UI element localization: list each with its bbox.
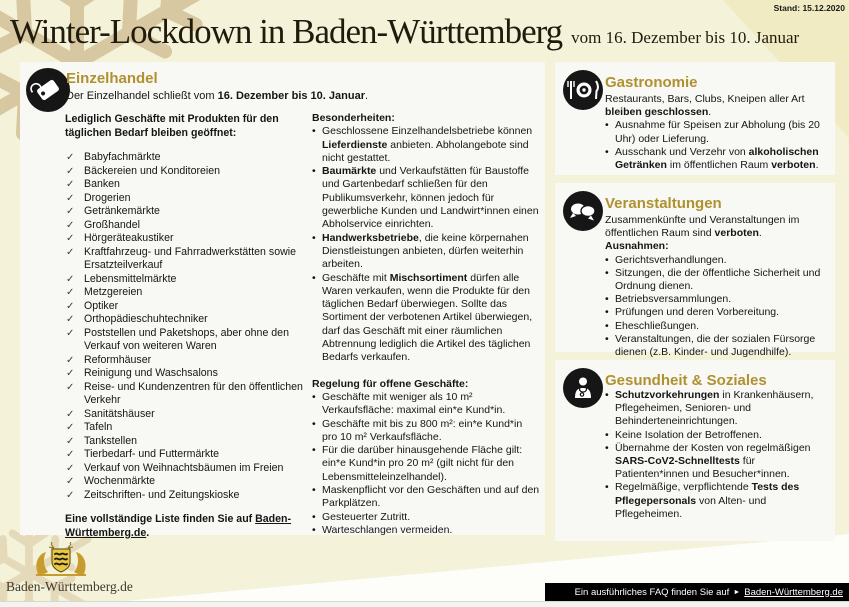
- list-item: • Geschlossene Einzelhandelsbetriebe können Lieferdienste anbieten. Abholangebote sind nicht gestattet.: [312, 125, 540, 165]
- list-item: ✓ Zeitschriften- und Zeitungskioske: [65, 489, 309, 503]
- list-item: • Übernahme der Kosten von regelmäßigen SARS-CoV2-Schnelltests für Patienten*innen und Besucher*innen.: [605, 442, 829, 482]
- list-item: • Gesteuerter Zutritt.: [312, 511, 540, 524]
- details-column: [312, 112, 540, 537]
- speech-bubbles-icon: [563, 191, 603, 231]
- list-item: • Baumärkte und Verkaufstätten für Baustoffe und Gartenbedarf schließen für den Publikumsverkehr, können jedoch für gewerbliche Kunden und Landwirt*innen einen Abholservice einrichten.: [312, 165, 540, 231]
- section-body: [605, 389, 829, 521]
- list-item: • Für die darüber hinausgehende Fläche gilt: ein*e Kund*in pro 20 m² (gilt nicht für den Lebensmitteleinzelhandel).: [312, 444, 540, 484]
- panel-gesundheit: [555, 360, 835, 541]
- section-title: Einzelhandel: [66, 70, 158, 87]
- coat-of-arms-icon: [28, 542, 94, 578]
- list-item: ✓ Reformhäuser: [65, 354, 309, 368]
- list-item: ✓ Wochenmärkte: [65, 475, 309, 489]
- list-item: ✓ Kraftfahrzeug- und Fahrradwerkstätten sowie Ersatzteilverkauf: [65, 246, 309, 273]
- column-heading: Lediglich Geschäfte mit Produkten für den täglichen Bedarf bleiben geöffnet:: [65, 113, 279, 139]
- doctor-icon: [563, 368, 603, 408]
- faq-link[interactable]: Baden-Württemberg.de: [744, 586, 843, 598]
- arrow-icon: ►: [733, 588, 741, 596]
- section-intro: Restaurants, Bars, Clubs, Kneipen aller Art bleiben geschlossen.: [605, 93, 805, 119]
- panel-veranstaltungen: [555, 183, 835, 359]
- cutlery-icon: [563, 70, 603, 110]
- list-item: ✓ Orthopädieschuhtechniker: [65, 313, 309, 327]
- open-shops-list: [65, 151, 309, 502]
- list-item: ✓ Tierbedarf- und Futtermärkte: [65, 448, 309, 462]
- veranstaltungen-list: [605, 254, 829, 360]
- full-list-note[interactable]: Eine vollständige Liste finden Sie auf Baden-Württemberg.de.: [65, 513, 292, 539]
- list-item: ✓ Metzgereien: [65, 286, 309, 300]
- list-item: ✓ Drogerien: [65, 192, 309, 206]
- list-item: • Gerichtsverhandlungen.: [605, 254, 829, 267]
- list-item: ✓ Tankstellen: [65, 435, 309, 449]
- open-shops-column: [65, 113, 309, 540]
- list-item: • Handwerksbetriebe, die keine körpernahen Dienstleistungen anbieten, dürfen weiterhin arbeiten.: [312, 232, 540, 272]
- list-item: • Geschäfte mit bis zu 800 m²: ein*e Kund*in pro 10 m² Verkaufsfläche.: [312, 418, 540, 445]
- bw-logo-text[interactable]: Baden-Württemberg.de: [6, 579, 133, 594]
- panel-gastronomie: [555, 62, 835, 175]
- regelung-list: [312, 391, 540, 537]
- price-tag-icon: [26, 68, 70, 112]
- section-body: [605, 214, 829, 359]
- list-item: • Keine Isolation der Betroffenen.: [605, 429, 829, 442]
- list-item: • Eheschließungen.: [605, 320, 829, 333]
- panel-einzelhandel: [20, 62, 545, 539]
- section-title: Gesundheit & Soziales: [605, 372, 767, 389]
- section-title: Veranstaltungen: [605, 195, 722, 212]
- status-date: Stand: 15.12.2020: [773, 3, 845, 13]
- section-body: [605, 93, 829, 172]
- list-item: ✓ Babyfachmärkte: [65, 151, 309, 165]
- list-item: • Betriebsversammlungen.: [605, 293, 829, 306]
- section-title: Gastronomie: [605, 74, 698, 91]
- faq-text: Ein ausführliches FAQ finden Sie auf: [574, 586, 730, 598]
- list-item: ✓ Tafeln: [65, 421, 309, 435]
- list-item: • Veranstaltungen, die der sozialen Fürsorge dienen (z.B. Kinder- und Jugendhilfe).: [605, 333, 829, 359]
- list-item: ✓ Poststellen und Paketshops, aber ohne den Verkauf von weiteren Waren: [65, 327, 309, 354]
- gesundheit-list: [605, 389, 829, 521]
- list-item: ✓ Hörgeräteakustiker: [65, 232, 309, 246]
- list-item: ✓ Sanitätshäuser: [65, 408, 309, 422]
- faq-bar: [545, 583, 849, 601]
- list-item: ✓ Verkauf von Weihnachtsbäumen im Freien: [65, 462, 309, 476]
- list-item: ✓ Bäckereien und Konditoreien: [65, 165, 309, 179]
- list-item: ✓ Reinigung und Waschsalons: [65, 367, 309, 381]
- list-item: ✓ Großhandel: [65, 219, 309, 233]
- section-intro: Zusammenkünfte und Veranstaltungen im öffentlichen Raum sind verboten.: [605, 214, 800, 240]
- page-title: Winter-Lockdown in Baden-Württemberg: [10, 12, 563, 51]
- list-item: • Regelmäßige, verpflichtende Tests des Pflegepersonals von Alten- und Pflegeheimen.: [605, 481, 829, 521]
- list-item: ✓ Banken: [65, 178, 309, 192]
- list-item: • Maskenpflicht vor den Geschäften und auf den Parkplätzen.: [312, 484, 540, 511]
- list-item: • Ausnahme für Speisen zur Abholung (bis 20 Uhr) oder Lieferung.: [605, 119, 829, 145]
- page-subtitle: vom 16. Dezember bis 10. Januar: [571, 28, 800, 47]
- list-item: • Sitzungen, die der öffentliche Sicherheit und Ordnung dienen.: [605, 267, 829, 293]
- list-item: • Geschäfte mit Mischsortiment dürfen alle Waren verkaufen, wenn die Produkte für den täglichen Bedarf überwiegen. Sollte das Sortiment der verbotenen Artikel überwiegen, darf das Geschäft mit einer räumlichen Abtrennung lediglich die Artikel des täglichen Bedarfs verkaufen.: [312, 272, 540, 365]
- list-item: ✓ Reise- und Kundenzentren für den öffentlichen Verkehr: [65, 381, 309, 408]
- column-heading: Regelung für offene Geschäfte:: [312, 377, 469, 390]
- gastronomie-list: [605, 119, 829, 172]
- list-item: ✓ Optiker: [65, 300, 309, 314]
- besonderheiten-list: [312, 125, 540, 364]
- list-item: ✓ Getränkemärkte: [65, 205, 309, 219]
- bw-logo[interactable]: [6, 542, 176, 595]
- page-header: [10, 12, 799, 52]
- list-item: • Schutzvorkehrungen in Krankenhäusern, Pflegeheimen, Senioren- und Behinderteneinrichtungen.: [605, 389, 829, 429]
- list-item: ✓ Lebensmittelmärkte: [65, 273, 309, 287]
- bottom-strip-decor: [0, 601, 849, 607]
- list-item: • Geschäfte mit weniger als 10 m² Verkaufsfläche: maximal ein*e Kund*in.: [312, 391, 540, 418]
- list-item: • Ausschank und Verzehr von alkoholischen Getränken im öffentlichen Raum verboten.: [605, 146, 829, 172]
- exceptions-label: Ausnahmen:: [605, 240, 669, 253]
- column-heading: Besonderheiten:: [312, 112, 395, 124]
- section-intro: Der Einzelhandel schließt vom 16. Dezember bis 10. Januar.: [66, 90, 369, 102]
- list-item: • Prüfungen und deren Vorbereitung.: [605, 306, 829, 319]
- list-item: • Warteschlangen vermeiden.: [312, 524, 540, 537]
